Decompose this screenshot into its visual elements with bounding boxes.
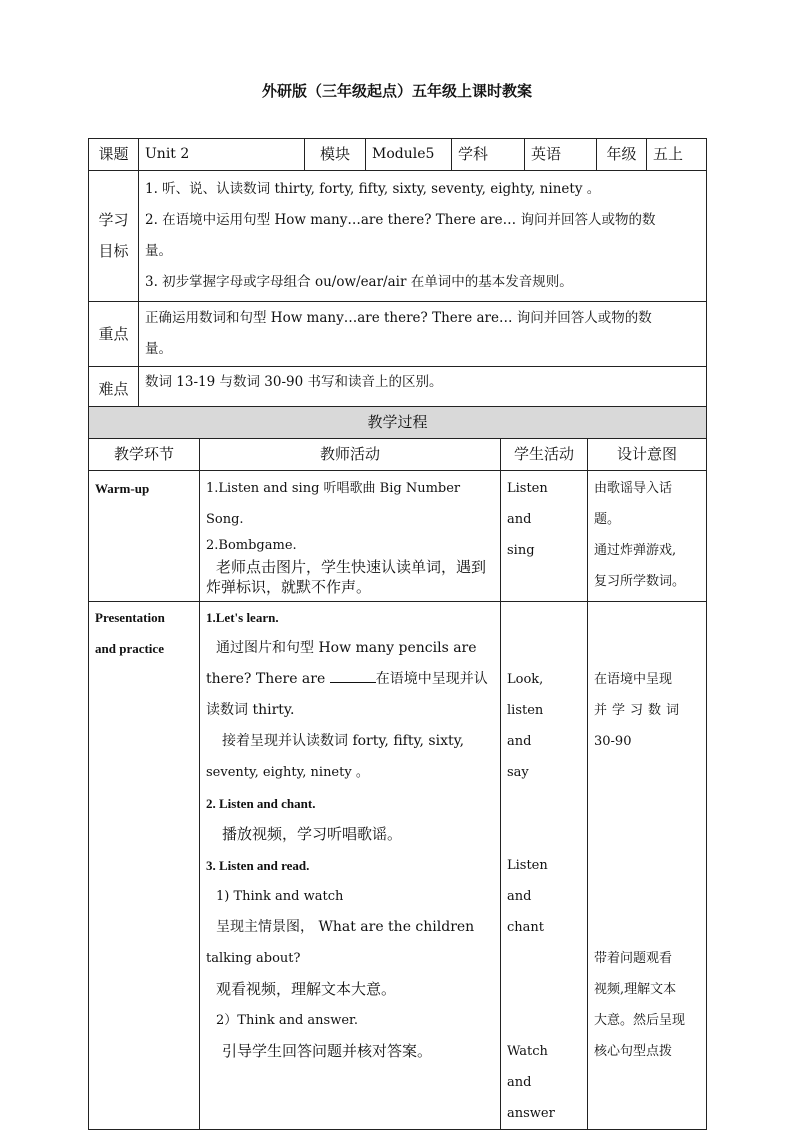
pres-l1e: seventy, eighty, ninety 。 bbox=[206, 765, 369, 780]
warmup-student bbox=[501, 471, 588, 602]
pres-p7: 核心句型点拨 bbox=[594, 1044, 673, 1059]
info-row bbox=[89, 139, 707, 171]
key-points-line: 量。 bbox=[145, 341, 172, 357]
warmup-s2: sing bbox=[507, 543, 535, 558]
teaching-process-table bbox=[88, 406, 707, 1130]
difficulty-row bbox=[89, 367, 707, 412]
pres-l3b: 呈现主情景图， What are the children bbox=[216, 919, 475, 935]
presentation-stage bbox=[89, 602, 200, 1130]
warmup-t4: 老师点击图片，学生快速认读单词，遇到 bbox=[216, 558, 487, 576]
lesson-info-table bbox=[88, 138, 707, 412]
goal-item: 3. 初步掌握字母或字母组合 ou/ow/ear/air 在单词中的基本发音规则。 bbox=[145, 274, 573, 290]
process-title: 教学过程 bbox=[89, 407, 707, 439]
pres-l3e: 2）Think and answer. bbox=[216, 1013, 358, 1028]
presentation-stage-line1: Presentation bbox=[95, 610, 165, 625]
subject-value: 英语 bbox=[525, 139, 597, 171]
goals-label-line2: 目标 bbox=[98, 242, 129, 260]
pres-s5: chant bbox=[507, 920, 545, 935]
warmup-stage: Warm-up bbox=[89, 471, 200, 602]
key-points-row bbox=[89, 302, 707, 367]
pres-l3a: 1) Think and watch bbox=[216, 889, 344, 904]
pres-s4: Listen and bbox=[507, 858, 548, 904]
warmup-p2: 题。 bbox=[594, 512, 621, 527]
warmup-t5: 炸弹标识，就默不作声。 bbox=[206, 578, 372, 596]
pres-s6: Watch and bbox=[507, 1044, 548, 1090]
presentation-row bbox=[89, 602, 707, 1130]
warmup-p3: 通过炸弹游戏, bbox=[594, 543, 677, 558]
presentation-teacher bbox=[200, 602, 501, 1130]
subject-label: 学科 bbox=[452, 139, 525, 171]
warmup-p4: 复习所学数词。 bbox=[594, 574, 686, 589]
section-heading-3: 3. Listen and read. bbox=[206, 858, 310, 873]
pres-l1b-post: 在语境中呈现并认 bbox=[375, 671, 488, 687]
warmup-teacher bbox=[200, 471, 501, 602]
module-value: Module5 bbox=[366, 139, 452, 171]
pres-l3c: talking about? bbox=[206, 951, 301, 966]
section-heading-2: 2. Listen and chant. bbox=[206, 796, 316, 811]
pres-s7: answer bbox=[507, 1106, 555, 1121]
pres-s2: listen and bbox=[507, 703, 544, 749]
goals-row bbox=[89, 171, 707, 302]
warmup-purpose bbox=[588, 471, 707, 602]
warmup-p1: 由歌谣导入话 bbox=[594, 481, 673, 496]
goals-label-line1: 学习 bbox=[98, 211, 129, 229]
pres-p2: 并学习数词 bbox=[594, 703, 685, 718]
warmup-s1: Listen and bbox=[507, 481, 548, 527]
pres-p5: 视频,理解文本 bbox=[594, 982, 677, 997]
goal-item: 1. 听、说、认读数词 thirty, forty, fifty, sixty, seventy, eighty, ninety 。 bbox=[145, 181, 601, 197]
pres-l1b bbox=[206, 664, 494, 695]
goals-content bbox=[139, 171, 707, 302]
topic-value: Unit 2 bbox=[139, 139, 305, 171]
difficulty-label: 难点 bbox=[89, 367, 139, 412]
pres-l1d: 接着呈现并认读数词 forty, fifty, sixty, bbox=[222, 733, 465, 749]
pres-s3: say bbox=[507, 765, 529, 780]
warmup-t2: Song. bbox=[206, 512, 244, 527]
module-label: 模块 bbox=[305, 139, 366, 171]
pres-p6: 大意。然后呈现 bbox=[594, 1013, 686, 1028]
goal-item: 量。 bbox=[145, 243, 172, 259]
col-teacher: 教师活动 bbox=[200, 439, 501, 471]
pres-l2: 播放视频，学习听唱歌谣。 bbox=[222, 825, 403, 843]
fill-blank bbox=[330, 668, 376, 683]
difficulty-text: 数词 13-19 与数词 30-90 书写和读音上的区别。 bbox=[145, 374, 443, 390]
warmup-t1: 1.Listen and sing 听唱歌曲 Big Number bbox=[206, 481, 461, 496]
pres-l1c: 读数词 thirty. bbox=[206, 702, 295, 718]
difficulty-content bbox=[139, 367, 707, 412]
document-title: 外研版（三年级起点）五年级上课时教案 bbox=[261, 82, 532, 100]
pres-p1: 在语境中呈现 bbox=[594, 672, 673, 687]
col-purpose: 设计意图 bbox=[588, 439, 707, 471]
process-title-row bbox=[89, 407, 707, 439]
topic-label: 课题 bbox=[89, 139, 139, 171]
presentation-purpose bbox=[588, 602, 707, 1130]
pres-l3d: 观看视频，理解文本大意。 bbox=[216, 980, 397, 998]
goals-label bbox=[89, 171, 139, 302]
col-student: 学生活动 bbox=[501, 439, 588, 471]
key-points-line: 正确运用数词和句型 How many…are there? There are… 询问并回答人或物的数 bbox=[145, 310, 652, 326]
key-points-content bbox=[139, 302, 707, 367]
section-heading-1: 1.Let's learn. bbox=[206, 610, 279, 625]
grade-value: 五上 bbox=[647, 139, 707, 171]
key-points-label: 重点 bbox=[89, 302, 139, 367]
pres-s1: Look, bbox=[507, 672, 544, 687]
pres-l1a: 通过图片和句型 How many pencils are bbox=[216, 640, 477, 656]
process-header-row bbox=[89, 439, 707, 471]
pres-l1b-pre: there? There are bbox=[206, 671, 326, 687]
pres-l3f: 引导学生回答问题并核对答案。 bbox=[222, 1042, 433, 1060]
warmup-t3: 2.Bombgame. bbox=[206, 538, 297, 553]
goal-item: 2. 在语境中运用句型 How many…are there? There are… 询问并回答人或物的数 bbox=[145, 212, 656, 228]
warmup-row bbox=[89, 471, 707, 602]
presentation-stage-line2: and practice bbox=[95, 641, 164, 656]
pres-p3: 30-90 bbox=[594, 734, 632, 749]
col-stage: 教学环节 bbox=[89, 439, 200, 471]
pres-p4: 带着问题观看 bbox=[594, 951, 673, 966]
presentation-student bbox=[501, 602, 588, 1130]
grade-label: 年级 bbox=[597, 139, 647, 171]
